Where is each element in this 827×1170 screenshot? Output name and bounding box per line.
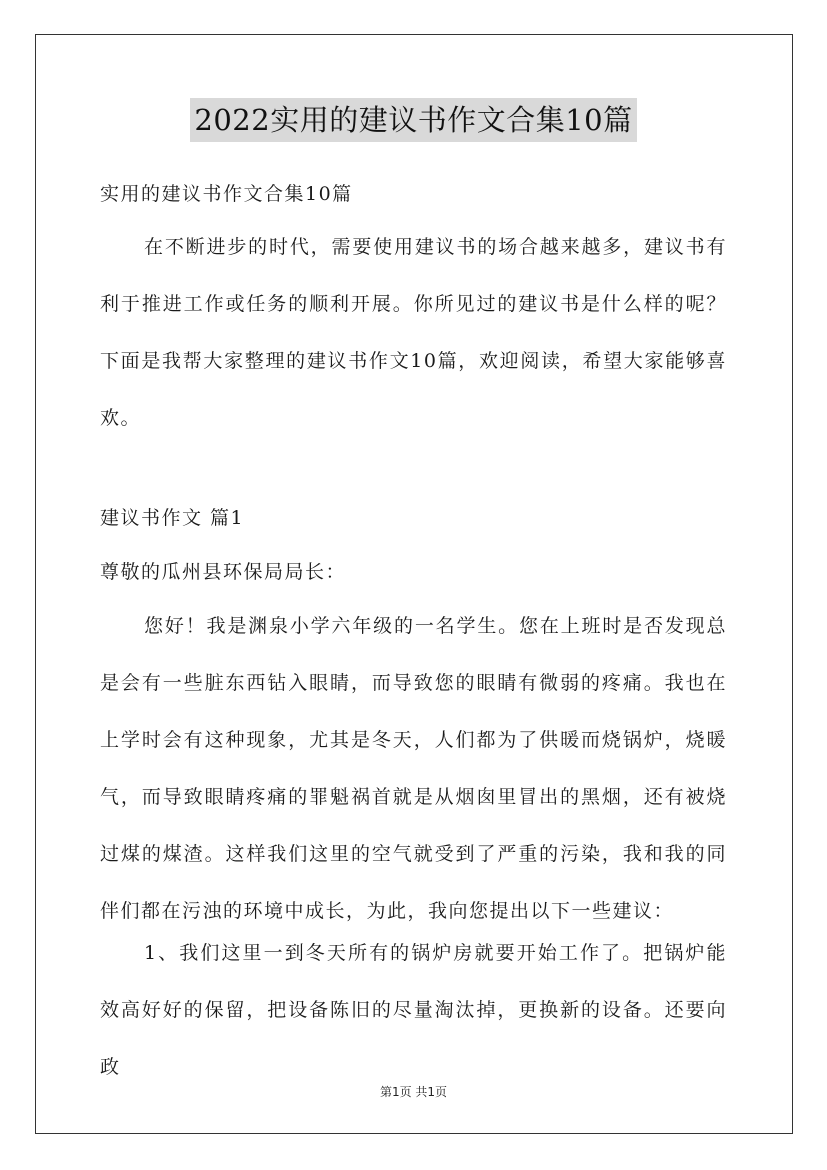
page-number: 第1页 共1页	[379, 1085, 448, 1099]
body-paragraph: 您好！我是渊泉小学六年级的一名学生。您在上班时是否发现总是会有一些脏东西钻入眼睛，而导致您的眼睛有微弱的疼痛。我也在上学时会有这种现象，尤其是冬天，人们都为了供暖而烧锅炉，烧暖气，而导致眼睛疼痛的罪魁祸首就是从烟囱里冒出的黑烟，还有被烧过煤的煤渣。这样我们这里的空气就受到了严重的污染，我和我的同伴们都在污浊的环境中成长，为此，我向您提出以下一些建议：	[100, 615, 727, 922]
section-heading: 建议书作文 篇1	[100, 507, 245, 529]
title-container	[0, 98, 827, 142]
document-title: 2022实用的建议书作文合集10篇	[190, 98, 636, 142]
intro-paragraph: 在不断进步的时代，需要使用建议书的场合越来越多，建议书有利于推进工作或任务的顺利开展。你所见过的建议书是什么样的呢？下面是我帮大家整理的建议书作文10篇，欢迎阅读，希望大家能够喜欢。	[100, 236, 727, 429]
salutation: 尊敬的瓜州县环保局局长：	[100, 561, 347, 583]
document-subtitle: 实用的建议书作文合集10篇	[100, 183, 353, 205]
body-paragraph: 1、我们这里一到冬天所有的锅炉房就要开始工作了。把锅炉能效高好好的保留，把设备陈旧的尽量淘汰掉，更换新的设备。还要向政	[100, 942, 727, 1078]
